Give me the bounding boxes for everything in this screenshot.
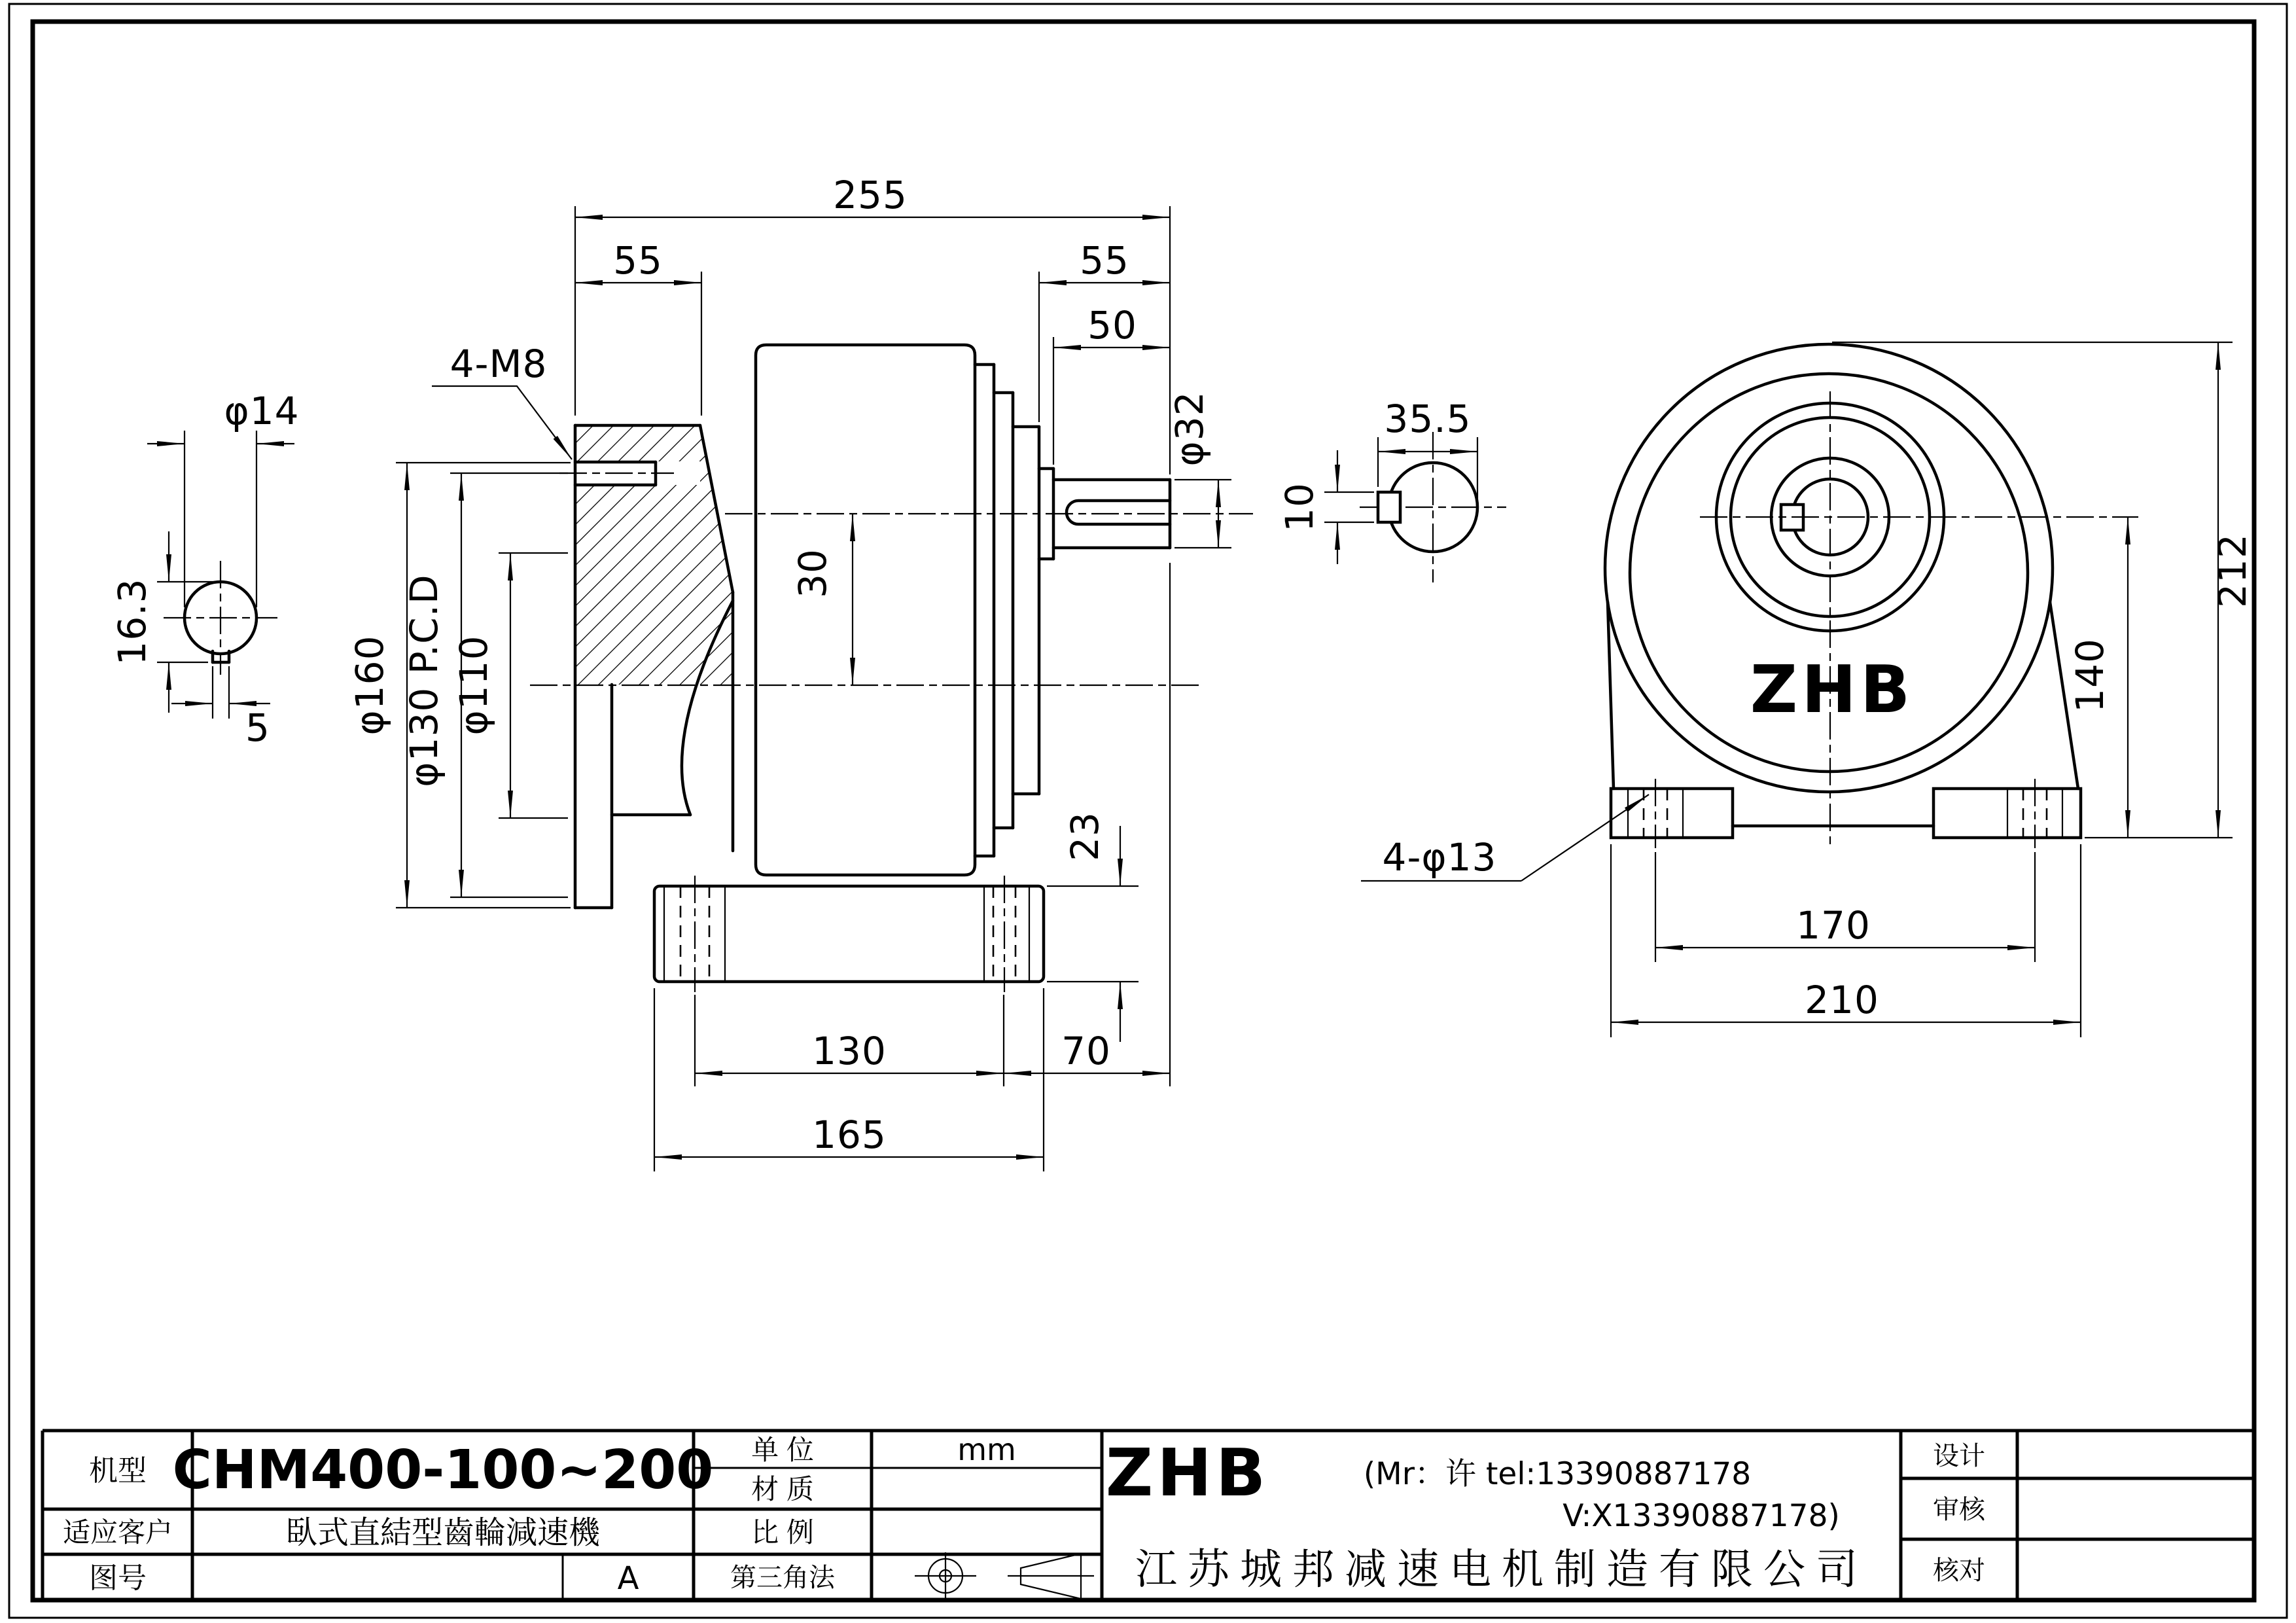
model-label: 机型: [89, 1455, 147, 1487]
dim-overall-length: 255: [833, 173, 908, 217]
dim-bore-keyway-height: 16.3: [110, 578, 154, 666]
dim-front-hole-span: 170: [1796, 903, 1871, 948]
dim-key-width: 10: [1277, 482, 1322, 532]
side-base: [654, 876, 1044, 992]
housing-logo: ZHB: [1750, 651, 1915, 728]
unit-label: 单 位: [751, 1435, 814, 1465]
label-mount-holes: 4-φ13: [1382, 835, 1497, 880]
contact-line2: V:X13390887178): [1563, 1498, 1840, 1534]
motor-body: [756, 345, 1053, 875]
unit-value: mm: [957, 1432, 1016, 1467]
dim-flange-od: φ160: [347, 635, 392, 736]
dim-bore-dia: φ14: [224, 389, 300, 433]
dim-shaft-dia: φ32: [1167, 391, 1212, 467]
front-base: [1611, 779, 2081, 848]
page-border: [9, 4, 2287, 1618]
design-label: 设计: [1933, 1442, 1985, 1471]
side-view-dimensions: [347, 173, 1231, 1171]
title-block: [43, 1431, 2254, 1600]
shaft-key: [1378, 492, 1400, 522]
dim-shaft-to-foot: 70: [1061, 1029, 1111, 1073]
front-view: [1361, 342, 2255, 1037]
model-value: CHM400-100~200: [172, 1439, 714, 1501]
scale-label: 比 例: [751, 1517, 814, 1548]
dim-overall-height: 212: [2210, 533, 2255, 608]
customer-label: 适应客户: [62, 1517, 173, 1548]
review-label: 审核: [1933, 1495, 1985, 1524]
material-label: 材 质: [751, 1474, 814, 1505]
dim-flange-pcd: φ130 P.C.D: [402, 574, 446, 787]
dim-foot-hole-span: 130: [812, 1029, 887, 1073]
dim-flange-depth: 55: [613, 238, 663, 283]
check-label: 核对: [1933, 1556, 1985, 1585]
dim-shaft-length: 50: [1087, 303, 1137, 348]
drawing-no-label: 图号: [89, 1562, 147, 1594]
dim-flange-pilot: φ110: [451, 635, 496, 736]
company-name: 江苏城邦减速电机制造有限公司: [1135, 1546, 1868, 1593]
revision-value: A: [617, 1560, 639, 1597]
third-angle-symbol: [915, 1552, 1094, 1599]
projection-label: 第三角法: [730, 1563, 835, 1592]
dim-axis-offset: 30: [790, 548, 835, 598]
side-view: [347, 173, 1253, 1171]
dim-base-width: 210: [1805, 978, 1879, 1022]
dim-foot-height: 23: [1063, 812, 1107, 861]
bore-section-view: [110, 389, 300, 750]
contact-line1: (Mr：许 tel:13390887178: [1363, 1456, 1752, 1492]
dim-across-flat: 35.5: [1384, 397, 1472, 441]
brand-logo: ZHB: [1105, 1435, 1270, 1511]
dim-bore-key-width: 5: [245, 705, 270, 750]
dim-shaft-center-height: 140: [2068, 638, 2112, 713]
dim-base-length: 165: [812, 1113, 887, 1157]
shaft-key-section-view: [1277, 397, 1506, 582]
customer-value: 臥式直結型齒輪減速機: [285, 1516, 601, 1550]
dim-rear-section: 55: [1080, 238, 1129, 283]
shaft-keyway: [1067, 501, 1170, 524]
label-tap-holes: 4-M8: [450, 342, 548, 386]
